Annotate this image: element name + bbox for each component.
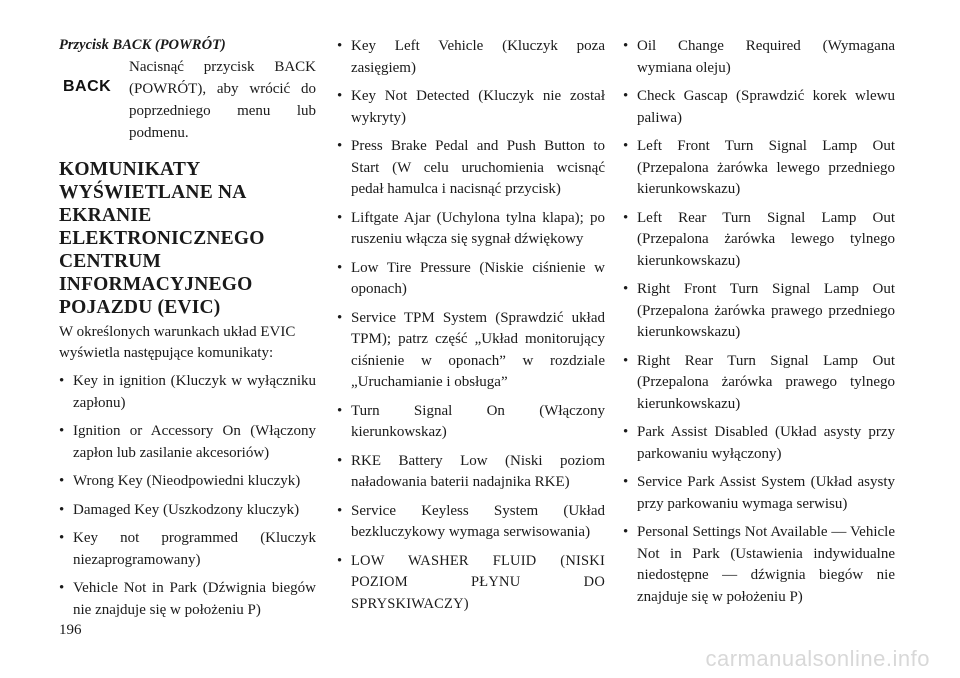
middle-column — [337, 36, 605, 622]
list-item: • Key not programmed (Kluczyk niezaprogramowany) — [59, 528, 316, 571]
list-item: • Left Rear Turn Signal Lamp Out (Przepalona żarówka lewego tylnego kierunkowskazu) — [623, 208, 895, 273]
list-item: • Low Tire Pressure (Niskie ciśnienie w oponach) — [337, 258, 605, 301]
list-item: • Oil Change Required (Wymagana wymiana oleju) — [623, 36, 895, 79]
list-item: • RKE Battery Low (Niski poziom naładowania baterii nadajnika RKE) — [337, 451, 605, 494]
section-title-line: POJAZDU (EVIC) — [59, 297, 221, 318]
back-button-heading: Przycisk BACK (POWRÓT) — [59, 37, 226, 53]
list-item: • Key Left Vehicle (Kluczyk poza zasięgiem) — [337, 36, 605, 79]
list-item: • Right Rear Turn Signal Lamp Out (Przepalona żarówka prawego tylnego kierunkowskazu) — [623, 351, 895, 416]
list-item: • Check Gascap (Sprawdzić korek wlewu paliwa) — [623, 86, 895, 129]
watermark: carmanualsonline.info — [705, 646, 930, 671]
list-item: • Right Front Turn Signal Lamp Out (Przepalona żarówka prawego przedniego kierunkowskazu) — [623, 279, 895, 344]
back-button-description: Nacisnąć przycisk BACK (POWRÓT), aby wrócić do poprzedniego menu lub podmenu. — [129, 59, 316, 141]
message-list-3 — [623, 36, 895, 608]
message-list-1 — [59, 371, 316, 621]
list-item: • Key in ignition (Kluczyk w wyłączniku zapłonu) — [59, 371, 316, 414]
list-item: • Vehicle Not in Park (Dźwignia biegów nie znajduje się w położeniu P) — [59, 578, 316, 621]
section-title-line: INFORMACYJNEGO — [59, 274, 253, 295]
list-item: • Damaged Key (Uszkodzony kluczyk) — [59, 500, 316, 522]
list-item: • Left Front Turn Signal Lamp Out (Przepalona żarówka lewego przedniego kierunkowskazu) — [623, 136, 895, 201]
right-column — [623, 36, 895, 615]
list-item: • Liftgate Ajar (Uchylona tylna klapa); po ruszeniu włącza się sygnał dźwiękowy — [337, 208, 605, 251]
section-intro: W określonych warunkach układ EVIC wyświetla następujące komunikaty: — [59, 324, 296, 361]
list-item: • Ignition or Accessory On (Włączony zapłon lub zasilanie akcesoriów) — [59, 421, 316, 464]
list-item: • Personal Settings Not Available — Vehicle Not in Park (Ustawienia indywidualne niedostępne — dźwignia biegów nie znajduje się w położeniu P) — [623, 522, 895, 608]
page-number: 196 — [59, 622, 82, 638]
list-item: • Park Assist Disabled (Układ asysty przy parkowaniu wyłączony) — [623, 422, 895, 465]
left-column — [59, 36, 316, 628]
section-title-line: ELEKTRONICZNEGO — [59, 228, 265, 249]
section-title — [59, 158, 316, 319]
list-item: • Service TPM System (Sprawdzić układ TPM); patrz część „Układ monitorujący ciśnienie w oponach” w rozdziale „Uruchamianie i obsługa” — [337, 308, 605, 394]
section-title-line: CENTRUM — [59, 251, 162, 272]
list-item: • Key Not Detected (Kluczyk nie został wykryty) — [337, 86, 605, 129]
list-item: • Press Brake Pedal and Push Button to Start (W celu uruchomienia wcisnąć pedał hamulca i nacisnąć przycisk) — [337, 136, 605, 201]
section-title-line: KOMUNIKATY — [59, 159, 201, 180]
section-title-line: WYŚWIETLANE NA — [59, 182, 247, 203]
list-item: • Service Park Assist System (Układ asysty przy parkowaniu wymaga serwisu) — [623, 472, 895, 515]
list-item: • LOW WASHER FLUID (NISKI POZIOM PŁYNU DO SPRYSKIWACZY) — [337, 551, 605, 616]
message-list-2 — [337, 36, 605, 615]
back-button-icon: BACK — [63, 78, 112, 95]
list-item: • Turn Signal On (Włączony kierunkowskaz) — [337, 401, 605, 444]
back-button-block — [59, 56, 316, 144]
section-title-line: EKRANIE — [59, 205, 152, 226]
list-item: • Service Keyless System (Układ bezkluczykowy wymaga serwisowania) — [337, 501, 605, 544]
list-item: • Wrong Key (Nieodpowiedni kluczyk) — [59, 471, 316, 493]
